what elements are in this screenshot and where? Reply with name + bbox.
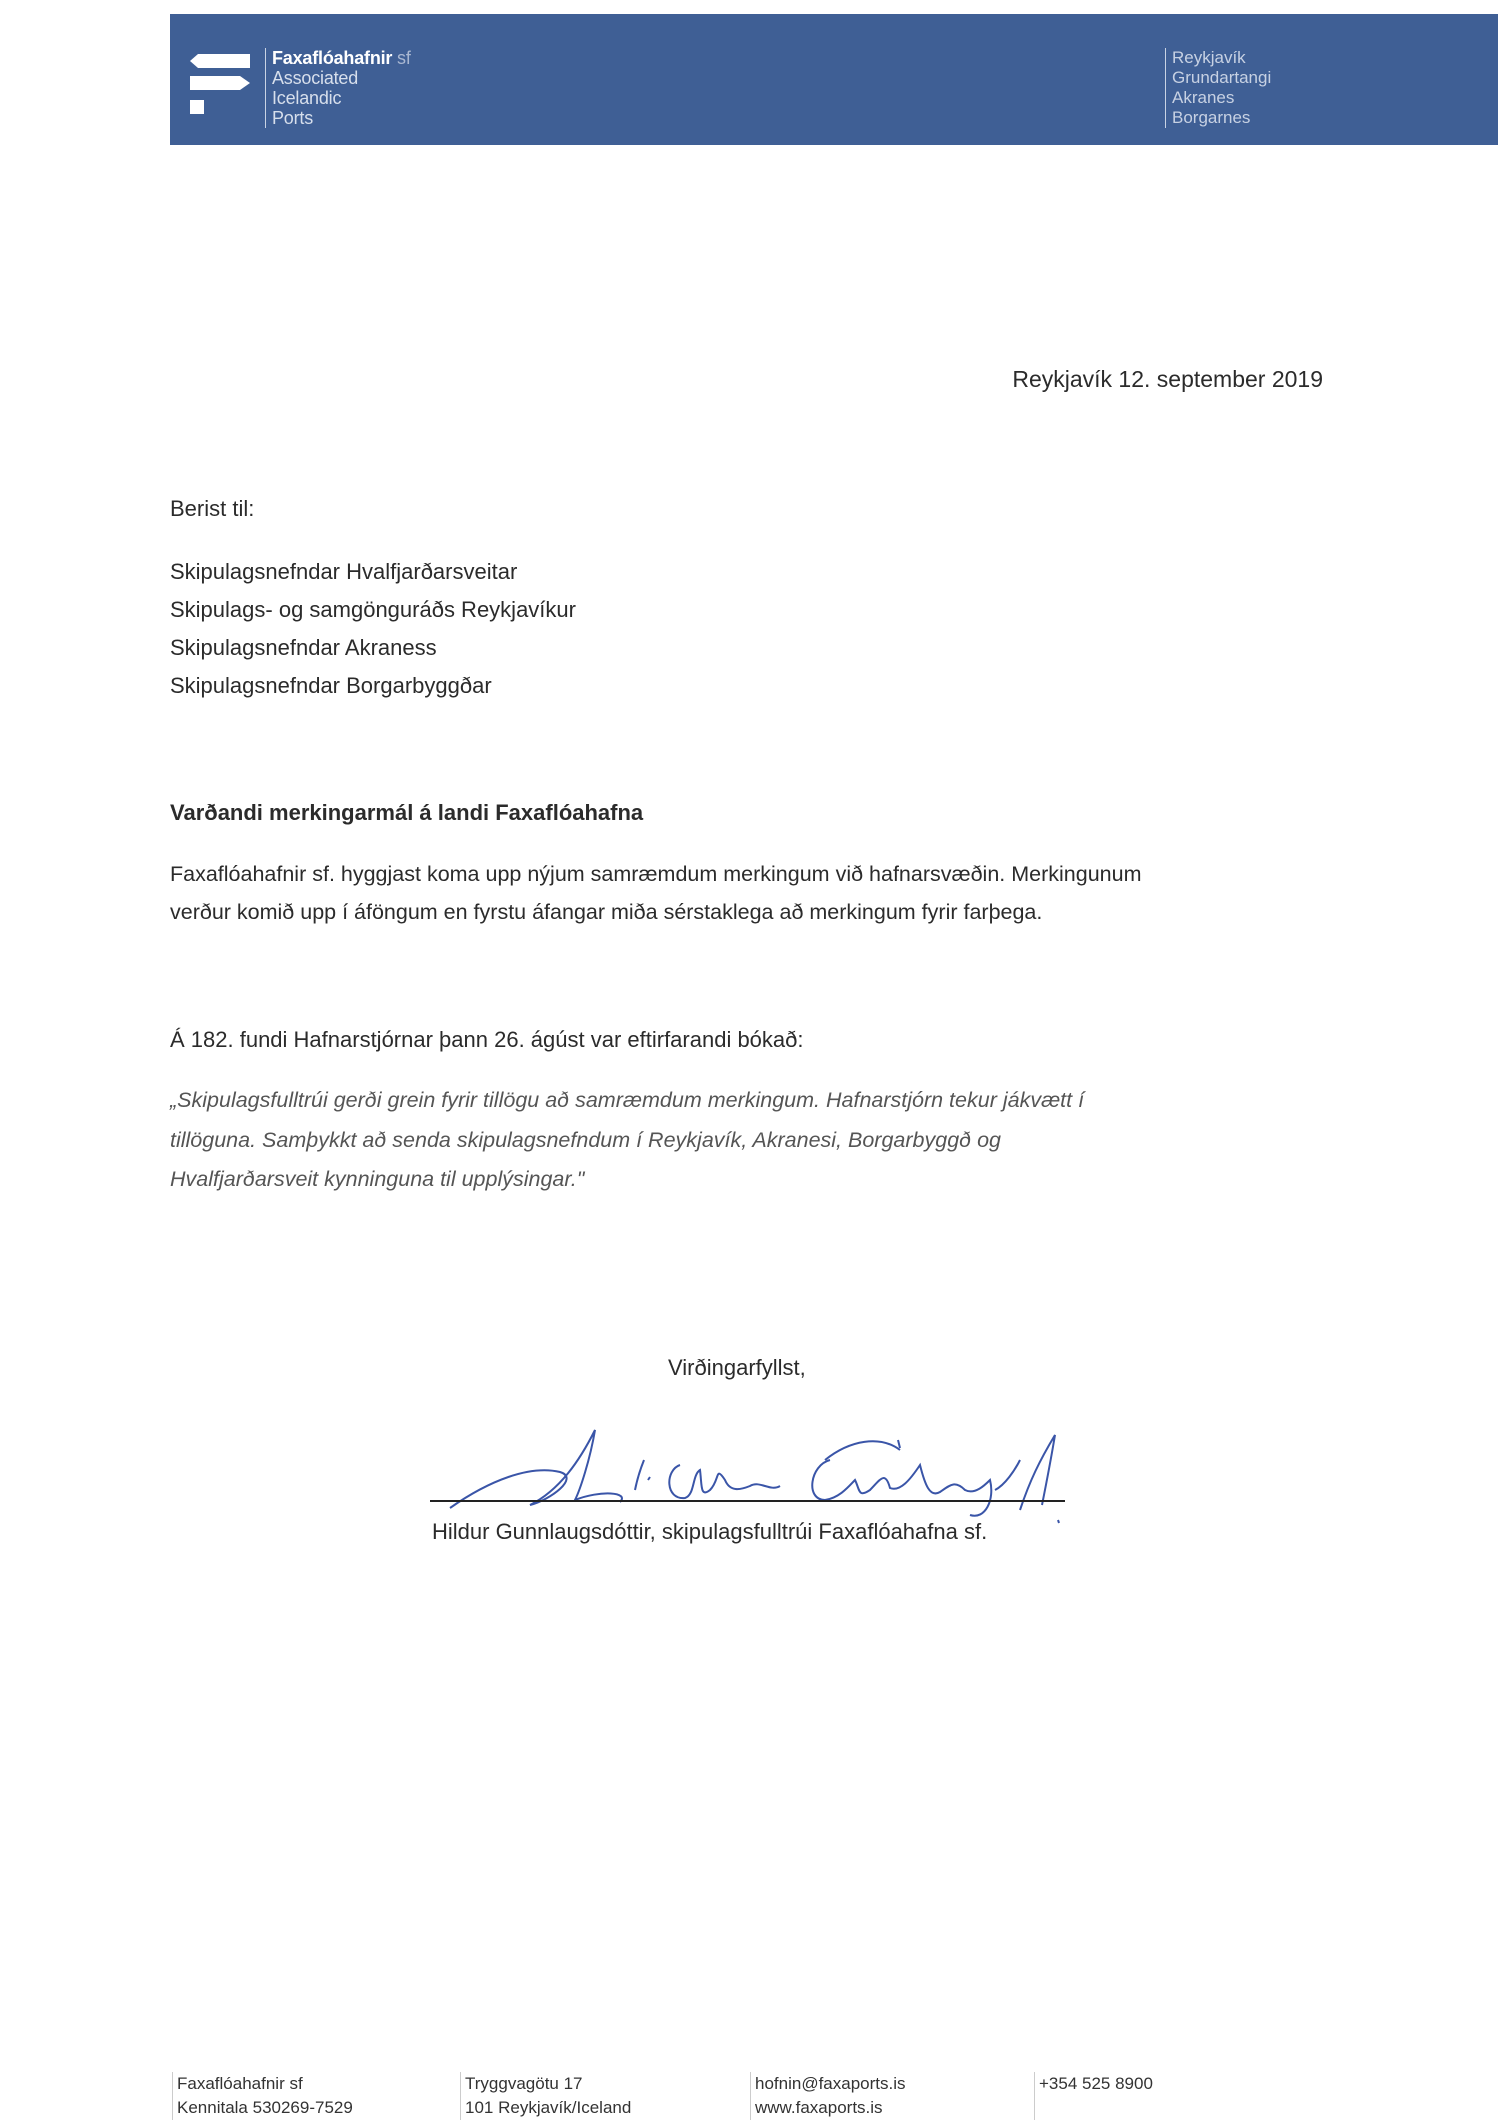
letterhead-banner	[170, 14, 1498, 145]
port-towns	[1165, 48, 1271, 128]
brand-line: Associated	[272, 68, 359, 88]
quote-line: Hvalfjarðarsveit kynninguna til upplýsingar."	[170, 1167, 585, 1191]
footer-company	[172, 2072, 353, 2120]
town: Akranes	[1172, 88, 1235, 107]
footer-text: Kennitala 530269-7529	[177, 2098, 353, 2117]
recipient: Skipulagsnefndar Akraness	[170, 635, 437, 660]
quote-line: „Skipulagsfulltrúi gerði grein fyrir tillögu að samræmdum merkingum. Hafnarstjórn tekur jákvætt í	[170, 1088, 1085, 1112]
brand-name: Faxaflóahafnir	[272, 48, 393, 68]
footer-address	[460, 2072, 631, 2120]
footer-email[interactable]: hofnin@faxaports.is	[755, 2074, 906, 2093]
town: Grundartangi	[1172, 68, 1272, 87]
closing: Virðingarfyllst,	[668, 1355, 806, 1380]
footer-text: +354 525 8900	[1039, 2074, 1153, 2093]
footer-contact	[750, 2072, 906, 2120]
minutes-intro: Á 182. fundi Hafnarstjórnar þann 26. ágúst var eftirfarandi bókað:	[170, 1027, 804, 1052]
paragraph-line: verður komið upp í áföngum en fyrstu áfangar miða sérstaklega að merkingum fyrir farþega.	[170, 900, 1043, 924]
town: Borgarnes	[1172, 108, 1251, 127]
recipient: Skipulags- og samgönguráðs Reykjavíkur	[170, 597, 576, 622]
recipient: Skipulagsnefndar Hvalfjarðarsveitar	[170, 559, 518, 584]
brand-line: Ports	[272, 108, 314, 128]
footer-website[interactable]: www.faxaports.is	[755, 2098, 883, 2117]
brand-block	[265, 48, 411, 128]
signatory-name: Hildur Gunnlaugsdóttir, skipulagsfulltrúi Faxaflóahafna sf.	[432, 1519, 988, 1544]
handwritten-signature	[430, 1420, 1150, 1530]
footer-text: 101 Reykjavík/Iceland	[465, 2098, 632, 2117]
recipient: Skipulagsnefndar Borgarbyggðar	[170, 673, 492, 698]
footer-text: Tryggvagötu 17	[465, 2074, 583, 2093]
signature-line	[430, 1500, 1065, 1502]
paragraph-line: Faxaflóahafnir sf. hyggjast koma upp nýjum samræmdum merkingum við hafnarsvæðin. Merkingunum	[170, 862, 1142, 886]
brand-line: Icelandic	[272, 88, 342, 108]
footer-phone	[1034, 2072, 1153, 2120]
brand-suffix: sf	[397, 48, 411, 68]
town: Reykjavík	[1172, 48, 1246, 67]
letter-date: Reykjavík 12. september 2019	[1012, 366, 1323, 392]
to-label: Berist til:	[170, 496, 255, 521]
subject-heading: Varðandi merkingarmál á landi Faxaflóahafna	[170, 800, 644, 825]
quote-line: tillöguna. Samþykkt að senda skipulagsnefndum í Reykjavík, Akranesi, Borgarbyggð og	[170, 1128, 1001, 1152]
footer-text: Faxaflóahafnir sf	[177, 2074, 303, 2093]
signpost-logo-icon	[190, 54, 252, 124]
